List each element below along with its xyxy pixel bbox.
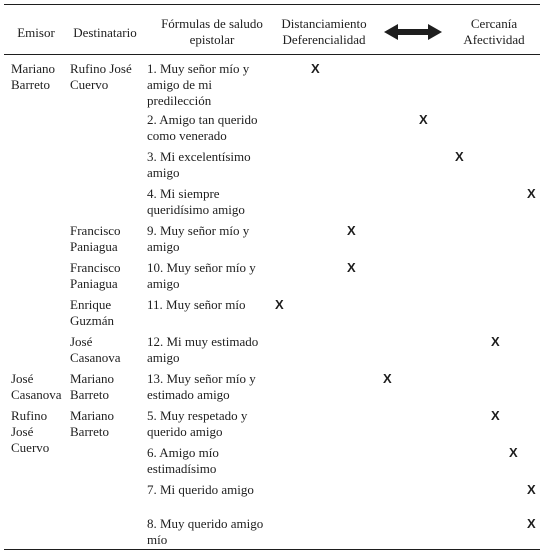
double-arrow-icon <box>384 23 442 41</box>
emisor-cell: Rufino José Cuervo <box>11 408 50 455</box>
destinatario-cell: Mariano Barreto <box>70 408 115 439</box>
affect-mark: X <box>491 408 500 423</box>
formula-cell: 10. Muy señor mío y amigo <box>147 260 256 291</box>
header-formulas: Fórmulas de saludo epistolar <box>161 16 263 47</box>
formula-cell: 2. Amigo tan querido como venerado <box>147 112 258 143</box>
affect-mark: X <box>527 186 536 201</box>
formula-cell: 13. Muy señor mío y estimado amigo <box>147 371 256 402</box>
header-distanciamiento: Distanciamiento Deferencialidad <box>281 16 367 47</box>
affect-mark: X <box>491 334 500 349</box>
affect-mark: X <box>347 223 356 238</box>
formula-cell: 5. Muy respetado y querido amigo <box>147 408 248 439</box>
formula-cell: 11. Muy señor mío <box>147 297 246 312</box>
destinatario-cell: Rufino José Cuervo <box>70 61 132 92</box>
table-header-rule <box>4 54 540 55</box>
destinatario-cell: Mariano Barreto <box>70 371 115 402</box>
affect-mark: X <box>275 297 284 312</box>
formula-cell: 1. Muy señor mío y amigo de mi predilección <box>147 61 250 108</box>
header-emisor: Emisor <box>17 25 55 40</box>
affect-mark: X <box>383 371 392 386</box>
emisor-cell: José Casanova <box>11 371 62 402</box>
affect-mark: X <box>347 260 356 275</box>
affect-mark: X <box>311 61 320 76</box>
affect-mark: X <box>455 149 464 164</box>
formula-cell: 4. Mi siempre queridísimo amigo <box>147 186 245 217</box>
destinatario-cell: José Casanova <box>70 334 121 365</box>
destinatario-cell: Francisco Paniagua <box>70 260 121 291</box>
formula-cell: 3. Mi excelentísimo amigo <box>147 149 251 180</box>
formula-cell: 6. Amigo mío estimadísimo <box>147 445 219 476</box>
destinatario-cell: Francisco Paniagua <box>70 223 121 254</box>
formula-cell: 12. Mi muy estimado amigo <box>147 334 259 365</box>
header-destinatario: Destinatario <box>73 25 137 40</box>
formula-cell: 9. Muy señor mío y amigo <box>147 223 250 254</box>
formula-cell: 7. Mi querido amigo <box>147 482 254 497</box>
affect-mark: X <box>527 482 536 497</box>
affect-mark: X <box>527 516 536 531</box>
affect-mark: X <box>509 445 518 460</box>
header-cercania: Cercanía Afectividad <box>463 16 525 47</box>
affect-mark: X <box>419 112 428 127</box>
table-top-rule <box>4 4 540 5</box>
formula-cell: 8. Muy querido amigo mío <box>147 516 264 547</box>
emisor-cell: Mariano Barreto <box>11 61 56 92</box>
destinatario-cell: Enrique Guzmán <box>70 297 115 328</box>
table-bottom-rule <box>4 549 540 550</box>
